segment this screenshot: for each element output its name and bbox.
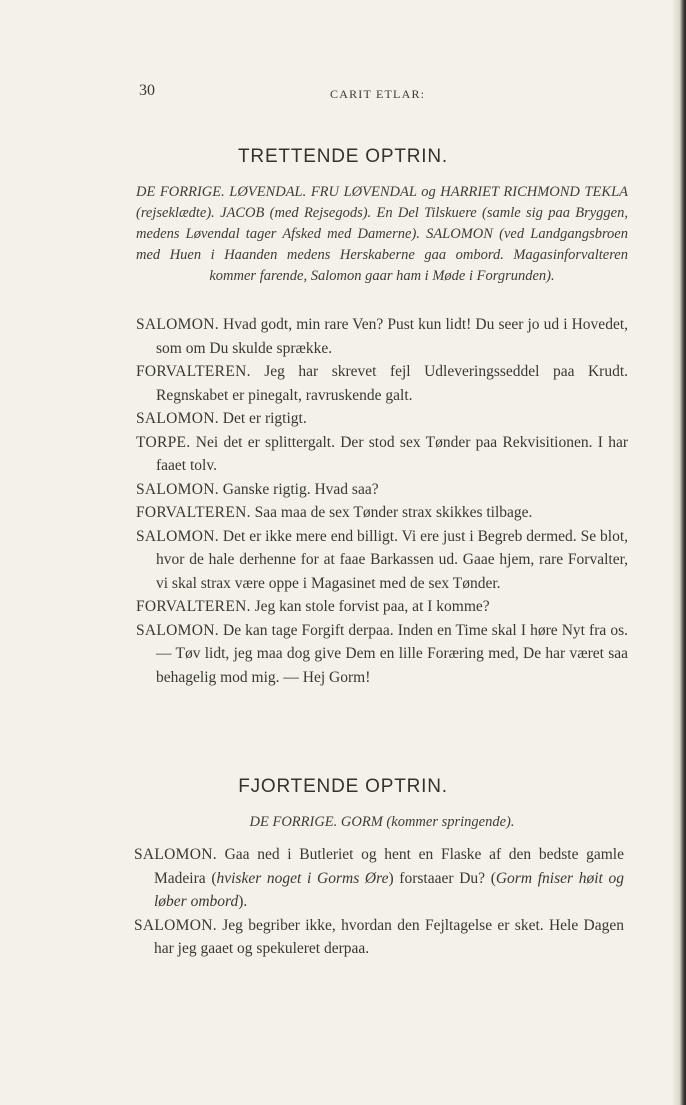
line-text: Saa maa de sex Tønder strax skikkes tilbage.	[254, 504, 533, 521]
inline-stage-direction: hvisker noget i Gorms Øre	[216, 869, 389, 887]
speaker-name: FORVALTEREN.	[136, 504, 251, 521]
stage-direction: DE FORRIGE. GORM (kommer springende).	[249, 814, 515, 830]
line-text: Gaa ned i Butleriet og hent en Flaske af den bedste gamle Madeira (	[154, 846, 624, 887]
line-text: Ganske rigtig. Hvad saa?	[222, 480, 379, 498]
dialogue-line	[136, 407, 628, 431]
dialogue-line	[136, 525, 628, 596]
running-head: CARIT ETLAR:	[330, 87, 426, 101]
speaker-name: SALOMON.	[136, 410, 219, 427]
speaker-name: SALOMON.	[136, 621, 219, 639]
speaker-name: FORVALTEREN.	[136, 598, 251, 615]
line-text: Det er ikke mere end billigt. Vi ere just i Begreb dermed. Se blot, hvor de hale derhenne for at faae Barkassen ud. Gaae hjem, rare Forvalter, vi skal strax være oppe i Magasinet med de sex Tønder.	[156, 527, 629, 592]
dialogue-line	[136, 478, 628, 502]
scene-13-stage-direction-block	[136, 182, 628, 287]
speaker-name: SALOMON.	[136, 480, 219, 498]
dialogue-line	[136, 595, 628, 619]
dialogue-line	[136, 360, 628, 407]
scene-14-stage-direction-block	[136, 812, 628, 833]
dialogue-line	[136, 431, 628, 478]
scene-title: FJORTENDE OPTRIN.	[238, 776, 448, 797]
line-text: Jeg begriber ikke, hvordan den Fejltagelse er sket. Hele Dagen har jeg gaaet og spekuleret derpaa.	[154, 916, 625, 957]
line-text: ) forstaaer Du? (	[388, 869, 496, 887]
speaker-name: SALOMON.	[134, 846, 217, 863]
line-text: Jeg har skrevet fejl Udleveringsseddel paa Krudt. Regnskabet er pinegalt, ravruskende galt.	[156, 363, 628, 404]
scene-14	[0, 776, 686, 798]
dialogue-line	[136, 313, 628, 360]
dialogue-line	[134, 914, 624, 961]
speaker-name: SALOMON.	[136, 527, 219, 545]
inline-stage-direction: Gorm fniser høit og løber ombord	[154, 869, 624, 910]
scene-title: TRETTENDE OPTRIN.	[238, 146, 448, 167]
scene-13	[0, 146, 686, 168]
speaker-name: SALOMON.	[136, 316, 219, 333]
speaker-name: FORVALTEREN.	[136, 363, 251, 380]
line-text: De kan tage Forgift derpaa. Inden en Time skal I høre Nyt fra os. — Tøv lidt, jeg maa dog give Dem en lille Foræring med, De har været saa behagelig mod mig. — Hej Gorm!	[156, 621, 628, 686]
speaker-name: TORPE.	[136, 433, 191, 451]
stage-direction: DE FORRIGE. LØVENDAL. FRU LØVENDAL og HARRIET RICHMOND TEKLA (rejseklædte). JACOB (med Rejsegods). En Del Tilskuere (samle sig paa Bryggen, medens Løvendal tager Afsked med Damerne). SALOMON (ved Landgangsbroen med Huen i Haanden medens Herskaberne gaa ombord. Magasinforvalteren kommer farende, Salomon gaar ham i Møde i Forgrunden).	[136, 184, 628, 284]
page-number: 30	[139, 82, 155, 99]
speaker-name: SALOMON.	[134, 916, 217, 934]
scene-13-dialogue	[136, 313, 628, 689]
line-text: Nei det er splittergalt. Der stod sex Tønder paa Rekvisitionen. I har faaet tolv.	[156, 433, 629, 474]
dialogue-line	[136, 619, 628, 690]
line-text: ).	[238, 893, 248, 910]
line-text: Det er rigtigt.	[222, 410, 307, 427]
dialogue-line	[136, 501, 628, 525]
dialogue-line	[134, 843, 624, 914]
line-text: Jeg kan stole forvist paa, at I komme?	[254, 598, 490, 615]
scene-14-dialogue	[134, 843, 624, 961]
line-text: Hvad godt, min rare Ven? Pust kun lidt! Du seer jo ud i Hovedet, som om Du skulde sprække.	[156, 316, 628, 357]
